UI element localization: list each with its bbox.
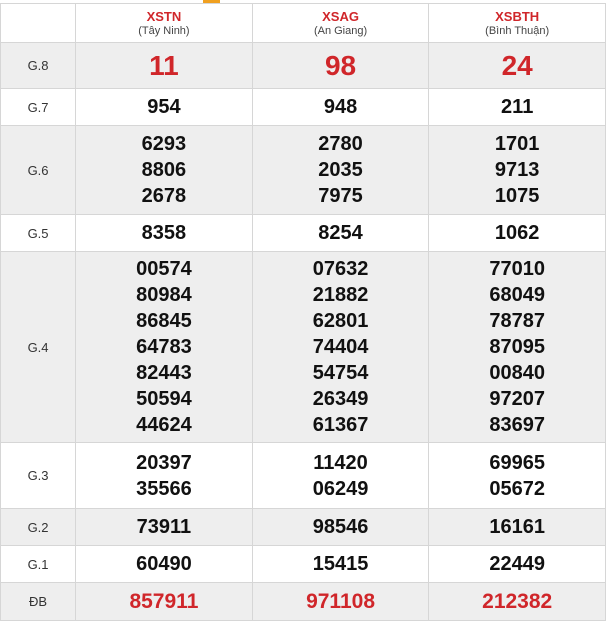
prize-number: 212382 xyxy=(482,589,553,613)
prize-number: 54754 xyxy=(312,362,369,384)
prize-number: 68049 xyxy=(489,284,545,306)
prize-number: 2678 xyxy=(141,185,187,207)
prize-number: 62801 xyxy=(312,310,369,332)
prize-number: 73911 xyxy=(136,516,192,538)
prize-cell xyxy=(76,89,253,126)
prize-row-g3 xyxy=(1,443,606,509)
province-code[interactable]: XSAG xyxy=(322,8,359,24)
prize-cell xyxy=(429,546,606,583)
prize-number: 9713 xyxy=(494,159,540,181)
prize-cell xyxy=(76,215,253,252)
prize-number: 97207 xyxy=(489,388,545,410)
prize-number: 11420 xyxy=(313,451,368,474)
prize-number: 77010 xyxy=(489,258,545,280)
prize-number: 80984 xyxy=(136,284,192,306)
prize-number: 74404 xyxy=(312,336,369,358)
province-name: (An Giang) xyxy=(313,24,368,37)
prize-cell xyxy=(76,443,253,509)
prize-cell xyxy=(76,43,253,89)
prize-number: 35566 xyxy=(136,477,192,500)
prize-row-g8 xyxy=(1,43,606,89)
prize-cell xyxy=(252,43,429,89)
prize-number: 78787 xyxy=(489,310,545,332)
prize-cell xyxy=(76,252,253,443)
prize-number: 7975 xyxy=(318,185,363,207)
prize-label: ĐB xyxy=(1,583,76,621)
prize-number: 1062 xyxy=(494,222,540,244)
province-header-tn[interactable] xyxy=(76,4,253,43)
prize-cell xyxy=(252,215,429,252)
prize-number: 98 xyxy=(324,49,357,81)
prize-number: 954 xyxy=(147,96,181,118)
prize-cell xyxy=(252,509,429,546)
prize-label: G.4 xyxy=(1,252,76,443)
prize-cell xyxy=(76,546,253,583)
prize-number: 26349 xyxy=(312,388,369,410)
prize-cell xyxy=(429,509,606,546)
prize-row-special xyxy=(1,583,606,621)
prize-number: 2035 xyxy=(318,159,363,181)
prize-number: 50594 xyxy=(136,388,192,410)
prize-label: G.3 xyxy=(1,443,76,509)
prize-cell xyxy=(429,443,606,509)
prize-cell xyxy=(252,252,429,443)
prize-row-g2 xyxy=(1,509,606,546)
prize-cell xyxy=(429,215,606,252)
province-code[interactable]: XSBTH xyxy=(495,8,540,24)
prize-label: G.5 xyxy=(1,215,76,252)
prize-number: 82443 xyxy=(136,362,192,384)
prize-number: 00574 xyxy=(136,258,192,280)
prize-number: 1075 xyxy=(494,185,540,207)
prize-number: 22449 xyxy=(489,553,545,575)
prize-number: 8254 xyxy=(318,222,363,244)
prize-number: 857911 xyxy=(129,589,199,613)
prize-number: 16161 xyxy=(489,516,545,538)
header-corner-cell xyxy=(1,4,76,43)
prize-number: 61367 xyxy=(312,414,369,436)
prize-number: 83697 xyxy=(489,414,545,436)
province-code[interactable]: XSTN xyxy=(146,8,182,24)
prize-number: 2780 xyxy=(318,133,363,155)
prize-cell xyxy=(252,583,429,621)
prize-number: 98546 xyxy=(312,516,369,538)
prize-label: G.1 xyxy=(1,546,76,583)
prize-number: 86845 xyxy=(136,310,192,332)
prize-row-g7 xyxy=(1,89,606,126)
prize-number: 05672 xyxy=(489,477,545,500)
prize-number: 211 xyxy=(501,96,534,118)
prize-row-g1 xyxy=(1,546,606,583)
prize-number: 64783 xyxy=(136,336,192,358)
prize-row-g6 xyxy=(1,126,606,215)
prize-number: 20397 xyxy=(136,451,192,474)
prize-number: 87095 xyxy=(489,336,545,358)
prize-number: 69965 xyxy=(489,451,545,474)
prize-number: 07632 xyxy=(312,258,369,280)
prize-number: 21882 xyxy=(312,284,369,306)
prize-number: 948 xyxy=(323,96,358,118)
lottery-results-table xyxy=(0,3,606,621)
prize-row-g5 xyxy=(1,215,606,252)
prize-number: 971108 xyxy=(306,589,375,613)
province-header-ag[interactable] xyxy=(252,4,429,43)
prize-cell xyxy=(429,43,606,89)
prize-cell xyxy=(429,252,606,443)
province-header-bth[interactable] xyxy=(429,4,606,43)
prize-cell xyxy=(252,126,429,215)
prize-cell xyxy=(252,546,429,583)
prize-cell xyxy=(76,509,253,546)
province-header-row xyxy=(1,4,606,43)
prize-label: G.7 xyxy=(1,89,76,126)
prize-label: G.6 xyxy=(1,126,76,215)
province-name: (Bình Thuận) xyxy=(485,24,550,37)
prize-cell xyxy=(429,126,606,215)
prize-number: 8358 xyxy=(141,222,187,244)
prize-number: 24 xyxy=(501,49,533,81)
prize-number: 15415 xyxy=(312,553,369,575)
prize-number: 8806 xyxy=(141,159,187,181)
prize-cell xyxy=(429,89,606,126)
prize-cell xyxy=(252,443,429,509)
prize-cell xyxy=(76,126,253,215)
prize-number: 60490 xyxy=(136,553,192,575)
prize-number: 1701 xyxy=(494,133,540,155)
prize-label: G.8 xyxy=(1,43,76,89)
province-name: (Tây Ninh) xyxy=(138,24,190,37)
prize-cell xyxy=(252,89,429,126)
prize-label: G.2 xyxy=(1,509,76,546)
prize-cell xyxy=(76,583,253,621)
prize-number: 00840 xyxy=(489,362,545,384)
prize-cell xyxy=(429,583,606,621)
prize-number: 44624 xyxy=(136,414,192,436)
prize-row-g4 xyxy=(1,252,606,443)
prize-number: 6293 xyxy=(141,133,187,155)
prize-number: 06249 xyxy=(312,477,369,500)
prize-number: 11 xyxy=(149,49,179,81)
